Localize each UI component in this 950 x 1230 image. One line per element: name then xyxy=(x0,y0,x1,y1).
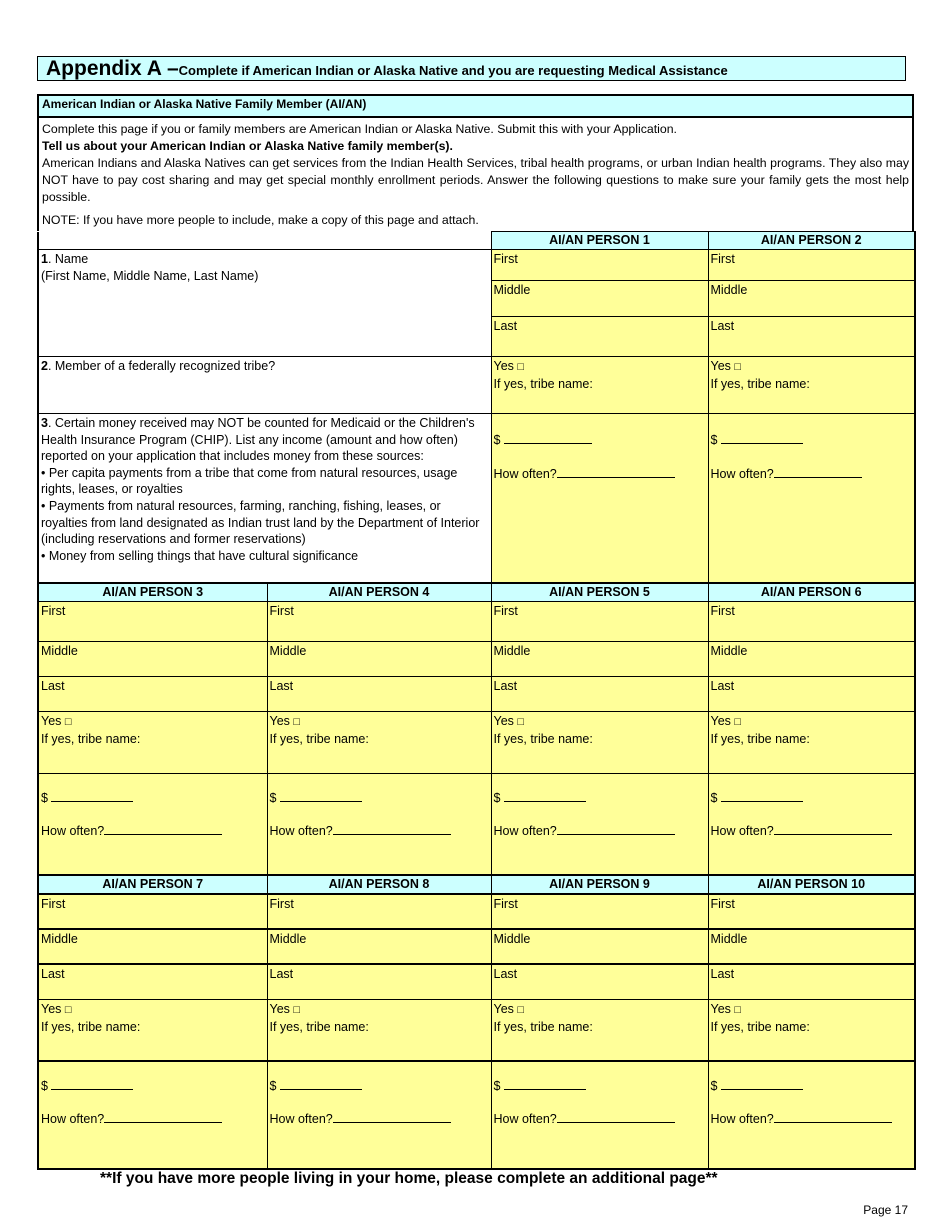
q3-bullet-2: • Payments from natural resources, farming, ranching, fishing, leases, or royalties from land designated as Indian trust land by the Department of Interior (including reservations and former reservations) xyxy=(41,498,480,547)
person-10-last-field[interactable]: Last xyxy=(708,964,915,999)
person-8-income-field[interactable] xyxy=(267,1061,491,1169)
person-3-income-field[interactable] xyxy=(38,774,267,875)
tribe-label: If yes, tribe name: xyxy=(41,732,141,746)
dollar-label: $ xyxy=(493,791,501,805)
q3-bullet-3: • Money from selling things that have cultural significance xyxy=(41,548,359,563)
tribe-label: If yes, tribe name: xyxy=(269,1019,369,1034)
amount-line[interactable] xyxy=(721,431,803,444)
persons-table-3-6 xyxy=(37,583,916,875)
amount-line[interactable] xyxy=(280,789,362,802)
q1-sub: (First Name, Middle Name, Last Name) xyxy=(41,269,259,283)
how-often-label: How often? xyxy=(710,1112,774,1126)
yes-label: Yes xyxy=(269,714,290,728)
yes-checkbox-icon[interactable]: □ xyxy=(64,716,72,728)
yes-checkbox-icon[interactable]: □ xyxy=(517,716,525,728)
intro-bold: Tell us about your American Indian or Alaska Native family member(s). xyxy=(42,139,453,153)
q3-cell xyxy=(38,414,491,583)
q2-cell xyxy=(38,357,491,414)
amount-line[interactable] xyxy=(504,789,586,802)
person-7-tribe-field[interactable] xyxy=(38,999,267,1061)
how-often-label: How often? xyxy=(493,824,557,838)
person-4-first-field[interactable]: First xyxy=(267,602,491,642)
dollar-label: $ xyxy=(41,1079,48,1093)
tribe-label: If yes, tribe name: xyxy=(710,732,810,746)
yes-label: Yes xyxy=(493,1001,514,1016)
how-often-line[interactable] xyxy=(774,1110,892,1123)
yes-checkbox-icon[interactable]: □ xyxy=(293,1003,301,1016)
q3-number: 3 xyxy=(41,416,48,430)
dollar-label: $ xyxy=(710,791,718,805)
how-often-line[interactable] xyxy=(774,465,862,478)
tribe-label: If yes, tribe name: xyxy=(710,1019,810,1034)
person-10-header: AI/AN PERSON 10 xyxy=(708,876,915,895)
appendix-title: Appendix A – xyxy=(46,57,179,80)
person-2-header: AI/AN PERSON 2 xyxy=(708,232,915,250)
person-4-header: AI/AN PERSON 4 xyxy=(267,584,491,602)
aian-form xyxy=(37,94,914,1170)
how-often-line[interactable] xyxy=(333,822,451,835)
person-8-tribe-field[interactable] xyxy=(267,999,491,1061)
person-10-middle-field[interactable]: Middle xyxy=(708,929,915,964)
footer-note: **If you have more people living in your home, please complete an additional page** xyxy=(100,1170,718,1187)
how-often-label: How often? xyxy=(269,824,333,838)
dollar-label: $ xyxy=(41,791,48,805)
person-6-income-field[interactable] xyxy=(708,774,915,875)
how-often-line[interactable] xyxy=(557,465,675,478)
person-2-income-field[interactable] xyxy=(708,414,915,583)
amount-line[interactable] xyxy=(280,1077,362,1090)
tribe-label: If yes, tribe name: xyxy=(493,1019,593,1034)
how-often-label: How often? xyxy=(269,1112,333,1126)
person-9-header: AI/AN PERSON 9 xyxy=(491,876,708,895)
person-1-tribe-field[interactable] xyxy=(491,357,708,414)
yes-checkbox-icon[interactable]: □ xyxy=(734,716,742,728)
appendix-subtitle: Complete if American Indian or Alaska Native and you are requesting Medical Assistance xyxy=(178,63,728,78)
tribe-label: If yes, tribe name: xyxy=(710,377,810,391)
person-8-middle-field[interactable]: Middle xyxy=(267,929,491,964)
person-3-header: AI/AN PERSON 3 xyxy=(38,584,267,602)
tribe-label: If yes, tribe name: xyxy=(493,377,593,391)
how-often-line[interactable] xyxy=(104,822,222,835)
appendix-title-box xyxy=(37,56,906,81)
amount-line[interactable] xyxy=(721,1077,803,1090)
amount-line[interactable] xyxy=(51,1077,133,1090)
person-7-first-field[interactable]: First xyxy=(38,894,267,929)
q1-cell xyxy=(38,250,491,357)
person-3-last-field[interactable]: Last xyxy=(38,677,267,712)
dollar-label: $ xyxy=(269,1079,277,1093)
yes-label: Yes xyxy=(493,359,514,373)
how-often-line[interactable] xyxy=(333,1110,451,1123)
amount-line[interactable] xyxy=(51,789,133,802)
yes-label: Yes xyxy=(269,1001,290,1016)
tribe-label: If yes, tribe name: xyxy=(269,732,369,746)
person-5-last-field[interactable]: Last xyxy=(491,677,708,712)
dollar-label: $ xyxy=(493,1079,501,1093)
page-number: Page 17 xyxy=(863,1203,908,1217)
person-2-last-field[interactable]: Last xyxy=(708,317,915,357)
how-often-label: How often? xyxy=(710,467,774,481)
yes-label: Yes xyxy=(710,359,731,373)
persons-table-7-10 xyxy=(37,875,916,1170)
person-4-middle-field[interactable]: Middle xyxy=(267,642,491,677)
person-9-first-field[interactable]: First xyxy=(491,894,708,929)
yes-label: Yes xyxy=(710,714,731,728)
amount-line[interactable] xyxy=(504,431,592,444)
how-often-label: How often? xyxy=(493,467,557,481)
yes-label: Yes xyxy=(493,714,514,728)
yes-checkbox-icon[interactable]: □ xyxy=(517,361,525,373)
person-5-middle-field[interactable]: Middle xyxy=(491,642,708,677)
how-often-line[interactable] xyxy=(104,1110,222,1123)
person-1-first-field[interactable]: First xyxy=(491,250,708,281)
person-5-income-field[interactable] xyxy=(491,774,708,875)
how-often-label: How often? xyxy=(41,824,105,838)
person-5-first-field[interactable]: First xyxy=(491,602,708,642)
person-10-first-field[interactable]: First xyxy=(708,894,915,929)
person-9-last-field[interactable]: Last xyxy=(491,964,708,999)
person-3-middle-field[interactable]: Middle xyxy=(38,642,267,677)
q2-label: . Member of a federally recognized tribe? xyxy=(47,359,276,373)
person-7-middle-field[interactable]: Middle xyxy=(38,929,267,964)
dollar-label: $ xyxy=(493,433,501,447)
person-9-income-field[interactable] xyxy=(491,1061,708,1169)
how-often-line[interactable] xyxy=(557,822,675,835)
intro-note: NOTE: If you have more people to include, make a copy of this page and attach. xyxy=(42,213,479,227)
yes-label: Yes xyxy=(41,714,62,728)
how-often-line[interactable] xyxy=(774,822,892,835)
person-2-tribe-field[interactable] xyxy=(708,357,915,414)
section-title: American Indian or Alaska Native Family Member (AI/AN) xyxy=(37,94,914,118)
person-4-last-field[interactable]: Last xyxy=(267,677,491,712)
person-6-middle-field[interactable]: Middle xyxy=(708,642,915,677)
yes-label: Yes xyxy=(41,1001,62,1016)
person-5-header: AI/AN PERSON 5 xyxy=(491,584,708,602)
intro-line-3: American Indians and Alaska Natives can get services from the Indian Health Services, tribal health programs, or urban Indian health programs. They also may NOT have to pay cost sharing and may get special monthly enrollment periods. Answer the following questions to make sure your family gets the most help possible. xyxy=(42,156,909,204)
person-10-tribe-field[interactable] xyxy=(708,999,915,1061)
yes-checkbox-icon[interactable]: □ xyxy=(293,716,301,728)
how-often-line[interactable] xyxy=(557,1110,675,1123)
person-7-last-field[interactable]: Last xyxy=(38,964,267,999)
yes-checkbox-icon[interactable]: □ xyxy=(734,361,742,373)
yes-checkbox-icon[interactable]: □ xyxy=(734,1003,742,1016)
person-7-income-field[interactable] xyxy=(38,1061,267,1169)
person-6-header: AI/AN PERSON 6 xyxy=(708,584,915,602)
yes-checkbox-icon[interactable]: □ xyxy=(517,1003,525,1016)
yes-label: Yes xyxy=(710,1001,731,1016)
person-9-tribe-field[interactable] xyxy=(491,999,708,1061)
persons-table-top xyxy=(37,231,916,583)
person-4-tribe-field[interactable] xyxy=(267,712,491,774)
person-8-header: AI/AN PERSON 8 xyxy=(267,876,491,895)
person-3-tribe-field[interactable] xyxy=(38,712,267,774)
person-10-income-field[interactable] xyxy=(708,1061,915,1169)
person-9-middle-field[interactable]: Middle xyxy=(491,929,708,964)
q3-bullet-1: • Per capita payments from a tribe that come from natural resources, usage rights, leases, or royalties xyxy=(41,465,458,497)
person-1-last-field[interactable]: Last xyxy=(491,317,708,357)
person-1-middle-field[interactable]: Middle xyxy=(491,281,708,317)
yes-checkbox-icon[interactable]: □ xyxy=(64,1003,72,1016)
person-4-income-field[interactable] xyxy=(267,774,491,875)
dollar-label: $ xyxy=(710,433,718,447)
dollar-label: $ xyxy=(269,791,277,805)
amount-line[interactable] xyxy=(504,1077,586,1090)
how-often-label: How often? xyxy=(710,824,774,838)
person-5-tribe-field[interactable] xyxy=(491,712,708,774)
person-6-last-field[interactable]: Last xyxy=(708,677,915,712)
how-often-label: How often? xyxy=(493,1112,557,1126)
person-8-first-field[interactable]: First xyxy=(267,894,491,929)
person-3-first-field[interactable]: First xyxy=(38,602,267,642)
person-2-first-field[interactable]: First xyxy=(708,250,915,281)
person-2-middle-field[interactable]: Middle xyxy=(708,281,915,317)
intro-line-1: Complete this page if you or family members are American Indian or Alaska Native. Submit this with your Application. xyxy=(42,122,677,136)
q1-label: . Name xyxy=(47,252,89,266)
person-6-tribe-field[interactable] xyxy=(708,712,915,774)
tribe-label: If yes, tribe name: xyxy=(493,732,593,746)
tribe-label: If yes, tribe name: xyxy=(41,1019,141,1034)
section-intro xyxy=(37,118,914,231)
dollar-label: $ xyxy=(710,1079,718,1093)
q3-label: . Certain money received may NOT be counted for Medicaid or the Children's Health Insurance Program (CHIP). List any income (amount and how often) reported on your application that includes money from these sources: xyxy=(41,416,475,464)
person-1-income-field[interactable] xyxy=(491,414,708,583)
person-8-last-field[interactable]: Last xyxy=(267,964,491,999)
q1-number: 1 xyxy=(41,252,48,266)
person-6-first-field[interactable]: First xyxy=(708,602,915,642)
how-often-label: How often? xyxy=(41,1112,105,1126)
amount-line[interactable] xyxy=(721,789,803,802)
q2-number: 2 xyxy=(41,359,48,373)
person-1-header: AI/AN PERSON 1 xyxy=(491,232,708,250)
person-7-header: AI/AN PERSON 7 xyxy=(38,876,267,895)
